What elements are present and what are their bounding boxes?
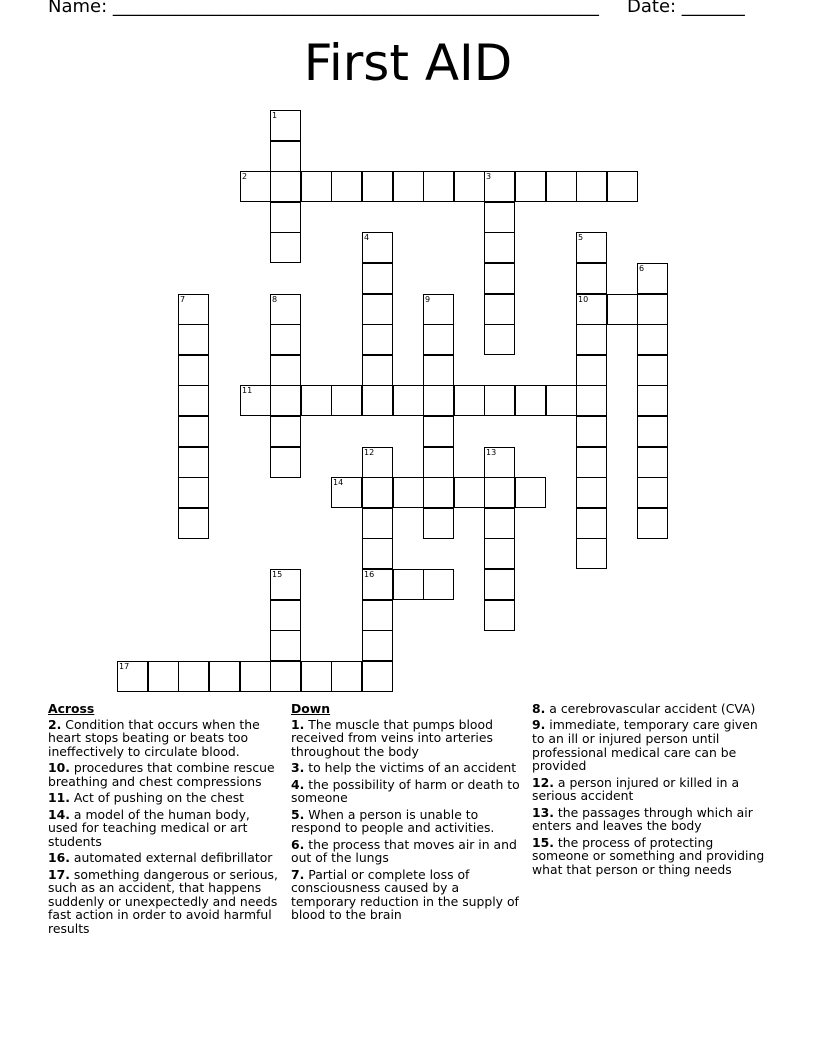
grid-cell[interactable]: [484, 508, 515, 539]
clue-item-number: 3.: [291, 760, 305, 776]
clue-number: 6: [639, 264, 645, 273]
clue-item-text: something dangerous or serious, such as an accident, that happens suddenly or unexpectedly and needs fast action in order to avoid harmful results: [48, 866, 278, 936]
grid-cell[interactable]: [117, 661, 148, 692]
grid-cell[interactable]: [637, 385, 668, 416]
clue-item-text: The muscle that pumps blood received from veins into arteries throughout the body: [291, 716, 493, 759]
grid-cell[interactable]: [484, 385, 515, 416]
clue-number: 12: [364, 448, 375, 457]
grid-cell[interactable]: [362, 600, 393, 631]
clue-item-number: 2.: [48, 716, 62, 732]
clue-item-text: the possibility of harm or death to someone: [291, 776, 520, 806]
clue-item: [532, 836, 768, 877]
grid-cell[interactable]: [301, 385, 332, 416]
grid-cell[interactable]: [637, 355, 668, 386]
grid-cell[interactable]: [270, 569, 301, 600]
clue-item-text: a cerebrovascular accident (CVA): [549, 701, 756, 716]
clue-item-text: Act of pushing on the chest: [73, 790, 245, 806]
clue-number: 17: [119, 662, 130, 671]
grid-cell[interactable]: [178, 355, 209, 386]
clue-item-number: 11.: [48, 790, 70, 806]
grid-cell[interactable]: [270, 324, 301, 355]
clue-item: [291, 808, 527, 835]
grid-cell[interactable]: [454, 385, 485, 416]
clue-item: [291, 778, 527, 805]
clue-item-number: 7.: [291, 866, 305, 882]
clue-number: 7: [180, 295, 186, 304]
grid-cell[interactable]: [484, 600, 515, 631]
grid-cell[interactable]: [362, 232, 393, 263]
grid-cell[interactable]: [362, 355, 393, 386]
grid-cell[interactable]: [240, 385, 271, 416]
grid-cell[interactable]: [423, 324, 454, 355]
grid-cell[interactable]: [576, 508, 607, 539]
clue-item-text: a person injured or killed in a serious accident: [532, 774, 740, 804]
clue-item-number: 15.: [532, 834, 554, 850]
grid-cell[interactable]: [576, 416, 607, 447]
grid-cell[interactable]: [393, 385, 424, 416]
clue-item-text: a model of the human body, used for teaching medical or art students: [48, 806, 250, 849]
name-field-label[interactable]: Name: ______________________________________________________: [48, 0, 599, 17]
clue-item: [532, 776, 768, 803]
grid-cell[interactable]: [270, 294, 301, 325]
clue-item-text: Partial or complete loss of consciousness caused by a temporary reduction in the supply of blood to the brain: [291, 866, 519, 923]
grid-cell[interactable]: [484, 477, 515, 508]
grid-cell[interactable]: [270, 600, 301, 631]
grid-cell[interactable]: [393, 171, 424, 202]
grid-cell[interactable]: [209, 661, 240, 692]
grid-cell[interactable]: [270, 141, 301, 172]
grid-cell[interactable]: [270, 110, 301, 141]
grid-cell[interactable]: [362, 477, 393, 508]
down-heading: Down: [291, 701, 331, 716]
grid-cell[interactable]: [576, 477, 607, 508]
grid-cell[interactable]: [393, 569, 424, 600]
page-title: First AID: [303, 34, 513, 92]
grid-cell[interactable]: [331, 171, 362, 202]
grid-cell[interactable]: [362, 171, 393, 202]
grid-cell[interactable]: [576, 447, 607, 478]
grid-cell[interactable]: [148, 661, 179, 692]
grid-cell[interactable]: [362, 385, 393, 416]
grid-cell[interactable]: [362, 508, 393, 539]
grid-cell[interactable]: [270, 385, 301, 416]
grid-cell[interactable]: [546, 171, 577, 202]
grid-cell[interactable]: [270, 630, 301, 661]
grid-cell[interactable]: [240, 661, 271, 692]
grid-cell[interactable]: [178, 385, 209, 416]
grid-cell[interactable]: [178, 416, 209, 447]
grid-cell[interactable]: [576, 324, 607, 355]
grid-cell[interactable]: [423, 385, 454, 416]
clue-number: 3: [486, 172, 492, 181]
down-clues: [291, 702, 527, 925]
grid-cell[interactable]: [515, 477, 546, 508]
clue-item-number: 8.: [532, 701, 546, 716]
grid-cell[interactable]: [362, 324, 393, 355]
clue-item: [48, 718, 278, 759]
grid-cell[interactable]: [423, 416, 454, 447]
grid-cell[interactable]: [454, 171, 485, 202]
down-clue-list: [291, 718, 527, 922]
clue-number: 5: [578, 233, 584, 242]
grid-cell[interactable]: [484, 232, 515, 263]
grid-cell[interactable]: [484, 538, 515, 569]
down-clues-continued: [532, 702, 768, 879]
grid-cell[interactable]: [637, 294, 668, 325]
grid-cell[interactable]: [270, 661, 301, 692]
grid-cell[interactable]: [423, 171, 454, 202]
grid-cell[interactable]: [178, 447, 209, 478]
grid-cell[interactable]: [515, 171, 546, 202]
clue-item: [48, 851, 278, 865]
clue-item-text: to help the victims of an accident: [308, 760, 517, 776]
grid-cell[interactable]: [178, 324, 209, 355]
grid-cell[interactable]: [576, 538, 607, 569]
grid-cell[interactable]: [270, 416, 301, 447]
across-clue-list: [48, 718, 278, 936]
grid-cell[interactable]: [270, 202, 301, 233]
clue-number: 14: [333, 478, 344, 487]
grid-cell[interactable]: [423, 355, 454, 386]
grid-cell[interactable]: [576, 263, 607, 294]
clue-item: [291, 838, 527, 865]
clue-item-number: 1.: [291, 716, 305, 732]
grid-cell[interactable]: [240, 171, 271, 202]
clue-item: [532, 718, 768, 772]
clue-number: 13: [486, 448, 497, 457]
grid-cell[interactable]: [270, 232, 301, 263]
grid-cell[interactable]: [331, 477, 362, 508]
clue-item-text: the passages through which air enters and leaves the body: [532, 804, 753, 834]
across-clues: [48, 702, 278, 938]
down-clue-list-continued: [532, 702, 768, 876]
grid-cell[interactable]: [362, 630, 393, 661]
clue-item-text: When a person is unable to respond to people and activities.: [291, 806, 495, 836]
clue-number: 9: [425, 295, 431, 304]
clue-item: [48, 761, 278, 788]
grid-cell[interactable]: [576, 171, 607, 202]
clue-item: [48, 791, 278, 805]
across-heading: Across: [48, 701, 95, 716]
clue-item: [291, 718, 527, 759]
clue-item-number: 13.: [532, 804, 554, 820]
clue-item: [291, 761, 527, 775]
grid-cell[interactable]: [178, 508, 209, 539]
clue-number: 4: [364, 233, 370, 242]
grid-cell[interactable]: [362, 569, 393, 600]
grid-cell[interactable]: [484, 202, 515, 233]
grid-cell[interactable]: [637, 508, 668, 539]
grid-cell[interactable]: [423, 508, 454, 539]
grid-cell[interactable]: [178, 661, 209, 692]
clue-item-number: 17.: [48, 866, 70, 882]
clue-item-number: 14.: [48, 806, 70, 822]
grid-cell[interactable]: [637, 263, 668, 294]
grid-cell[interactable]: [637, 324, 668, 355]
grid-cell[interactable]: [637, 477, 668, 508]
grid-cell[interactable]: [607, 171, 638, 202]
grid-cell[interactable]: [484, 569, 515, 600]
grid-cell[interactable]: [637, 416, 668, 447]
clue-item-text: the process of protecting someone or something and providing what that person or thing needs: [532, 834, 765, 877]
clue-item-text: procedures that combine rescue breathing and chest compressions: [48, 760, 275, 789]
clue-item-number: 4.: [291, 776, 305, 792]
grid-cell[interactable]: [423, 294, 454, 325]
clue-number: 1: [272, 111, 278, 120]
date-field-label[interactable]: Date: _______: [627, 0, 745, 17]
grid-cell[interactable]: [331, 661, 362, 692]
clue-number: 15: [272, 570, 283, 579]
grid-cell[interactable]: [270, 171, 301, 202]
clue-item-text: Condition that occurs when the heart stops beating or beats too ineffectively to circulate blood.: [48, 716, 260, 759]
grid-cell[interactable]: [301, 661, 332, 692]
grid-cell[interactable]: [393, 477, 424, 508]
grid-cell[interactable]: [362, 447, 393, 478]
grid-cell[interactable]: [178, 477, 209, 508]
grid-cell[interactable]: [362, 538, 393, 569]
grid-cell[interactable]: [637, 447, 668, 478]
clue-item-text: immediate, temporary care given to an ill or injured person until professional medical care can be provided: [532, 717, 758, 774]
grid-cell[interactable]: [484, 294, 515, 325]
clue-item-text: automated external defibrillator: [73, 850, 273, 866]
grid-cell[interactable]: [484, 171, 515, 202]
grid-cell[interactable]: [576, 385, 607, 416]
grid-cell[interactable]: [178, 294, 209, 325]
grid-cell[interactable]: [576, 232, 607, 263]
clue-number: 8: [272, 295, 278, 304]
clue-item: [291, 868, 527, 922]
clue-item: [532, 806, 768, 833]
clue-item-number: 12.: [532, 774, 554, 790]
clue-item-number: 16.: [48, 850, 70, 866]
grid-cell[interactable]: [423, 447, 454, 478]
clue-item-number: 10.: [48, 760, 70, 776]
clue-item-text: the process that moves air in and out of the lungs: [291, 836, 517, 866]
clue-item-number: 6.: [291, 836, 305, 852]
grid-cell[interactable]: [362, 661, 393, 692]
grid-cell[interactable]: [331, 385, 362, 416]
grid-cell[interactable]: [484, 447, 515, 478]
grid-cell[interactable]: [423, 477, 454, 508]
clue-item: [48, 868, 278, 936]
grid-cell[interactable]: [301, 171, 332, 202]
clue-item-number: 9.: [532, 717, 546, 733]
grid-cell[interactable]: [270, 355, 301, 386]
clue-number: 2: [242, 172, 248, 181]
clue-item: [48, 808, 278, 849]
grid-cell[interactable]: [362, 294, 393, 325]
clue-number: 16: [364, 570, 375, 579]
grid-cell[interactable]: [484, 263, 515, 294]
clue-number: 10: [578, 295, 589, 304]
grid-cell[interactable]: [454, 477, 485, 508]
grid-cell[interactable]: [362, 263, 393, 294]
grid-cell[interactable]: [576, 294, 607, 325]
grid-cell[interactable]: [546, 385, 577, 416]
clue-number: 11: [242, 386, 253, 395]
grid-cell[interactable]: [607, 294, 638, 325]
clue-item: [532, 702, 768, 716]
grid-cell[interactable]: [484, 324, 515, 355]
grid-cell[interactable]: [576, 355, 607, 386]
grid-cell[interactable]: [515, 385, 546, 416]
grid-cell[interactable]: [423, 569, 454, 600]
clue-item-number: 5.: [291, 806, 305, 822]
grid-cell[interactable]: [270, 447, 301, 478]
